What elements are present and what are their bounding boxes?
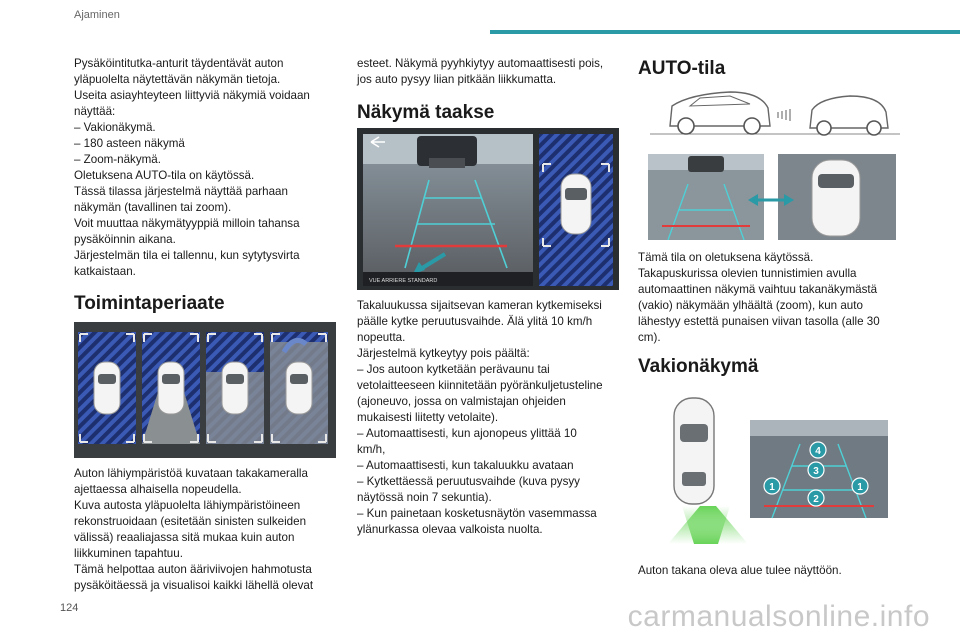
marker-3: 3 [813, 466, 819, 477]
text-line: – Kytkettäessä peruutusvaihde (kuva pysyy [357, 475, 580, 488]
text-line: päälle kytke peruutusvaihde. Älä ylitä 10 km/h [357, 315, 593, 328]
heading-vakionakyma: Vakionäkymä [638, 356, 759, 377]
text-line: pysäköitäessä ja visualisoi kaikki lähellä olevat [74, 579, 314, 592]
text-line: esteet. Näkymä pyyhkiytyy automaattisesti pois, [357, 57, 604, 70]
heading-nakyma-taakse: Näkymä taakse [357, 102, 495, 123]
text-line: Oletuksena AUTO-tila on käytössä. [74, 169, 255, 182]
col2-body [357, 298, 619, 538]
text-line: Pysäköintitutka-anturit täydentävät auton [74, 57, 284, 70]
col3-body1 [638, 250, 900, 346]
marker-2: 2 [813, 494, 819, 505]
text-line: – Automaattisesti, kun ajonopeus ylittää 10 [357, 427, 577, 440]
text-line: näkymän (tavallinen tai zoom). [74, 201, 232, 214]
figure-overhead-views [74, 322, 336, 458]
auto-switch-illustration [648, 154, 896, 240]
overhead-views-illustration [74, 322, 336, 458]
heading-toimintaperiaate: Toimintaperiaate [74, 293, 225, 314]
text-line: Takaluukussa sijaitsevan kameran kytkemiseksi [357, 299, 602, 312]
text-line: yläpuolelta näytettävän näkymän tietoja. [74, 73, 281, 86]
text-line: (vakio) näkymään ylhäältä (zoom), kun auto [638, 299, 863, 312]
screen-mode-label: VUE ARRIERE STANDARD [369, 278, 438, 284]
cars-approaching-illustration [650, 86, 900, 140]
text-line: km/h, [357, 443, 386, 456]
text-line: Järjestelmä kytkeytyy pois päältä: [357, 347, 530, 360]
heading-auto-tila: AUTO-tila [638, 58, 726, 79]
marker-4: 4 [815, 446, 821, 457]
text-line: Useita asiayhteyteen liittyviä näkymiä voidaan [74, 89, 310, 102]
text-line: Auton takana oleva alue tulee näyttöön. [638, 564, 842, 577]
text-line: lähestyy estettä punaisen viivan tasolla (alle 30 [638, 315, 880, 328]
marker-1-right: 1 [857, 482, 863, 493]
text-line: Voit muuttaa näkymätyyppiä milloin tahansa [74, 217, 300, 230]
rear-camera-illustration [357, 128, 619, 290]
figure-auto-mode-screens [648, 154, 896, 240]
page-number: 124 [60, 602, 79, 614]
text-line: Tämä helpottaa auton ääriviivojen hahmotusta [74, 563, 312, 576]
header-accent-bar [490, 30, 960, 34]
text-line: katkaistaan. [74, 265, 136, 278]
text-line: – Jos autoon kytketään perävaunu tai [357, 363, 550, 376]
col3-body2 [638, 563, 900, 579]
text-line: cm). [638, 331, 661, 344]
text-line: (ajoneuvo, jossa on valmistajan ohjeiden [357, 395, 566, 408]
col1-intro [74, 56, 336, 280]
figure-rear-camera-screen [357, 128, 619, 290]
col1-body [74, 466, 336, 594]
text-line: näyttää: [74, 105, 116, 118]
text-line: – Automaattisesti, kun takaluukku avataan [357, 459, 574, 472]
text-line: – Zoom-näkymä. [74, 153, 161, 166]
text-line: liikkuminen tapahtuu. [74, 547, 183, 560]
text-line: Järjestelmän tila ei tallennu, kun sytytysvirta [74, 249, 300, 262]
text-line: mukaisesti liitetty vetolaite). [357, 411, 499, 424]
header-section-title: Ajaminen [74, 9, 120, 21]
text-line: Auton lähiympäristöä kuvataan takakameralla [74, 467, 308, 480]
text-line: – 180 asteen näkymä [74, 137, 185, 150]
text-line: välissä) reaaliajassa sitä mukaa kuin auton [74, 531, 295, 544]
text-line: ylänurkassa olevaa valkoista nuolta. [357, 523, 543, 536]
text-line: nopeutta. [357, 331, 406, 344]
col2-top [357, 56, 619, 88]
text-line: pysäköinnin aikana. [74, 233, 176, 246]
text-line: – Kun painetaan kosketusnäytön vasemmassa [357, 507, 597, 520]
text-line: jos auto pysyy liian pitkään liikkumatta. [357, 73, 557, 86]
text-line: Tässä tilassa järjestelmä näyttää parhaan [74, 185, 288, 198]
text-line: vetolaitteeseen kiinnitetään pyöränkuljetusteline [357, 379, 603, 392]
figure-standard-view [660, 394, 900, 544]
text-line: automaattinen näkymä vaihtuu takanäkymästä [638, 283, 878, 296]
text-line: Tämä tila on oletuksena käytössä. [638, 251, 814, 264]
text-line: rekonstruoidaan (esitetään sinisten sulkeiden [74, 515, 307, 528]
text-line: näytössä noin 7 sekuntia). [357, 491, 492, 504]
text-line: ajettaessa alhaisella nopeudella. [74, 483, 242, 496]
figure-auto-mode-cars [650, 86, 900, 140]
marker-1-left: 1 [769, 482, 775, 493]
text-line: Takapuskurissa olevien tunnistimien avulla [638, 267, 857, 280]
text-line: – Vakionäkymä. [74, 121, 156, 134]
text-line: Kuva autosta yläpuolelta lähiympäristöineen [74, 499, 301, 512]
watermark: carmanualsonline.info [627, 600, 930, 633]
standard-view-illustration [660, 394, 900, 544]
